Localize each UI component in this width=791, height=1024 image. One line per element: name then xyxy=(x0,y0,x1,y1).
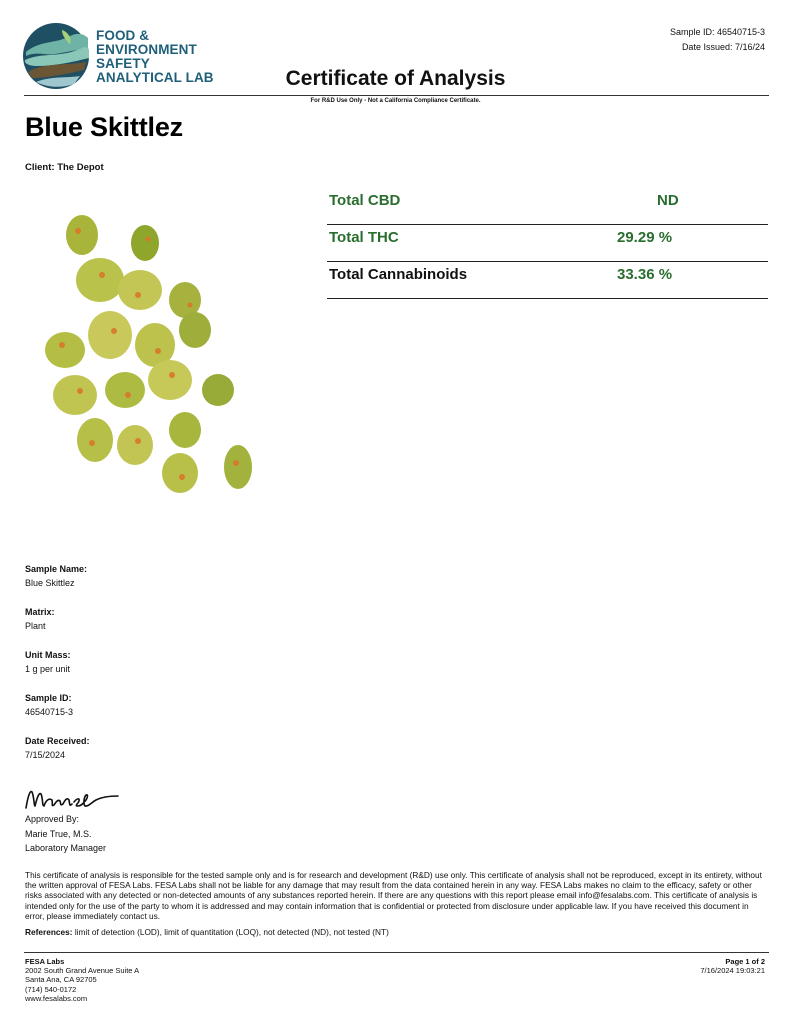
date-issued-line: Date Issued: 7/16/24 xyxy=(681,42,765,52)
detail-label: Date Received: xyxy=(25,736,90,746)
summary-row-total-cannabinoids xyxy=(327,262,768,299)
summary-label: Total CBD xyxy=(329,192,401,209)
detail-value: 1 g per unit xyxy=(25,664,71,674)
footer-address xyxy=(25,957,139,1003)
summary-value: 33.36 % xyxy=(617,266,673,283)
detail-value: Blue Skittlez xyxy=(25,578,75,588)
footer-divider xyxy=(24,952,769,953)
sample-details xyxy=(25,562,275,777)
document-meta xyxy=(670,25,765,55)
detail-label: Matrix: xyxy=(25,607,55,617)
detail-value: 7/15/2024 xyxy=(25,750,66,760)
summary-label: Total THC xyxy=(329,229,399,246)
detail-label: Sample ID: xyxy=(25,693,72,703)
sample-id-line: Sample ID: 46540715-3 xyxy=(669,27,765,37)
approved-by-label: Approved By: xyxy=(25,814,80,824)
page-title: Certificate of Analysis xyxy=(285,67,506,90)
compliance-disclaimer: For R&D Use Only - Not a California Compliance Certificate. xyxy=(310,98,481,104)
summary-value: ND xyxy=(657,192,679,209)
approver-title: Laboratory Manager xyxy=(25,843,107,853)
references-text: limit of detection (LOD), limit of quantitation (LOQ), not detected (ND), not tested (NT) xyxy=(74,927,389,937)
detail-value: 46540715-3 xyxy=(25,707,74,717)
footer-address-line: Santa Ana, CA 92705 xyxy=(25,975,97,985)
summary-value: 29.29 % xyxy=(617,229,673,246)
signature-image xyxy=(22,782,122,814)
detail-sample-id xyxy=(25,691,275,719)
approver-name: Marie True, M.S. xyxy=(25,828,92,839)
logo-line: ENVIRONMENT xyxy=(96,42,197,57)
page-number: Page 1 of 2 xyxy=(725,957,765,966)
detail-unit-mass xyxy=(25,648,275,676)
summary-row-total-thc xyxy=(327,225,768,262)
footer-timestamp: 7/16/2024 19:03:21 xyxy=(700,966,765,976)
footer-website[interactable]: www.fesalabs.com xyxy=(25,993,88,1003)
detail-sample-name xyxy=(25,562,275,590)
approval-block xyxy=(25,812,106,856)
detail-label: Unit Mass: xyxy=(25,650,71,660)
product-photo xyxy=(40,205,270,510)
product-name: Blue Skittlez xyxy=(25,112,183,142)
detail-label: Sample Name: xyxy=(25,564,88,574)
references-line xyxy=(25,927,389,937)
footer-company: FESA Labs xyxy=(25,957,65,966)
cannabinoid-summary xyxy=(327,188,768,299)
footer-page-info xyxy=(700,957,765,975)
bud-cluster-icon xyxy=(45,215,252,493)
footer-address-line: 2002 South Grand Avenue Suite A xyxy=(25,966,140,976)
detail-value: Plant xyxy=(25,621,46,631)
logo-line: ANALYTICAL LAB xyxy=(96,70,214,85)
detail-matrix xyxy=(25,605,275,633)
logo-line: FOOD & xyxy=(96,28,150,43)
footer-phone: (714) 540-0172 xyxy=(25,984,77,994)
summary-row-total-cbd xyxy=(327,188,768,225)
header-divider xyxy=(24,95,769,96)
legal-disclaimer: This certificate of analysis is responsible for the tested sample only and is for research and development (R&D) use only. This certificate of analysis shall not be reproduced, except in its entirety, without the written approval of FESA Labs. FESA Labs shall not be liable for any damage that may result from the data contained herein in any way. FESA Labs makes no claim to the efficacy, safety or other risks associated with any detected or non-detected amounts of any substances reported herein. If there are any questions with this report please email info@fesalabs.com. This certificate of analysis is intended only for the use of the party to whom it is addressed and may contain information that is confidential or protected from disclosure under applicable law. If you have received this document in error, please immediately contact us. xyxy=(25,870,762,921)
summary-label: Total Cannabinoids xyxy=(329,266,468,283)
client-line: Client: The Depot xyxy=(25,162,104,173)
references-label: References: xyxy=(25,927,73,937)
logo-line: SAFETY xyxy=(96,56,150,71)
detail-date-received xyxy=(25,734,275,762)
